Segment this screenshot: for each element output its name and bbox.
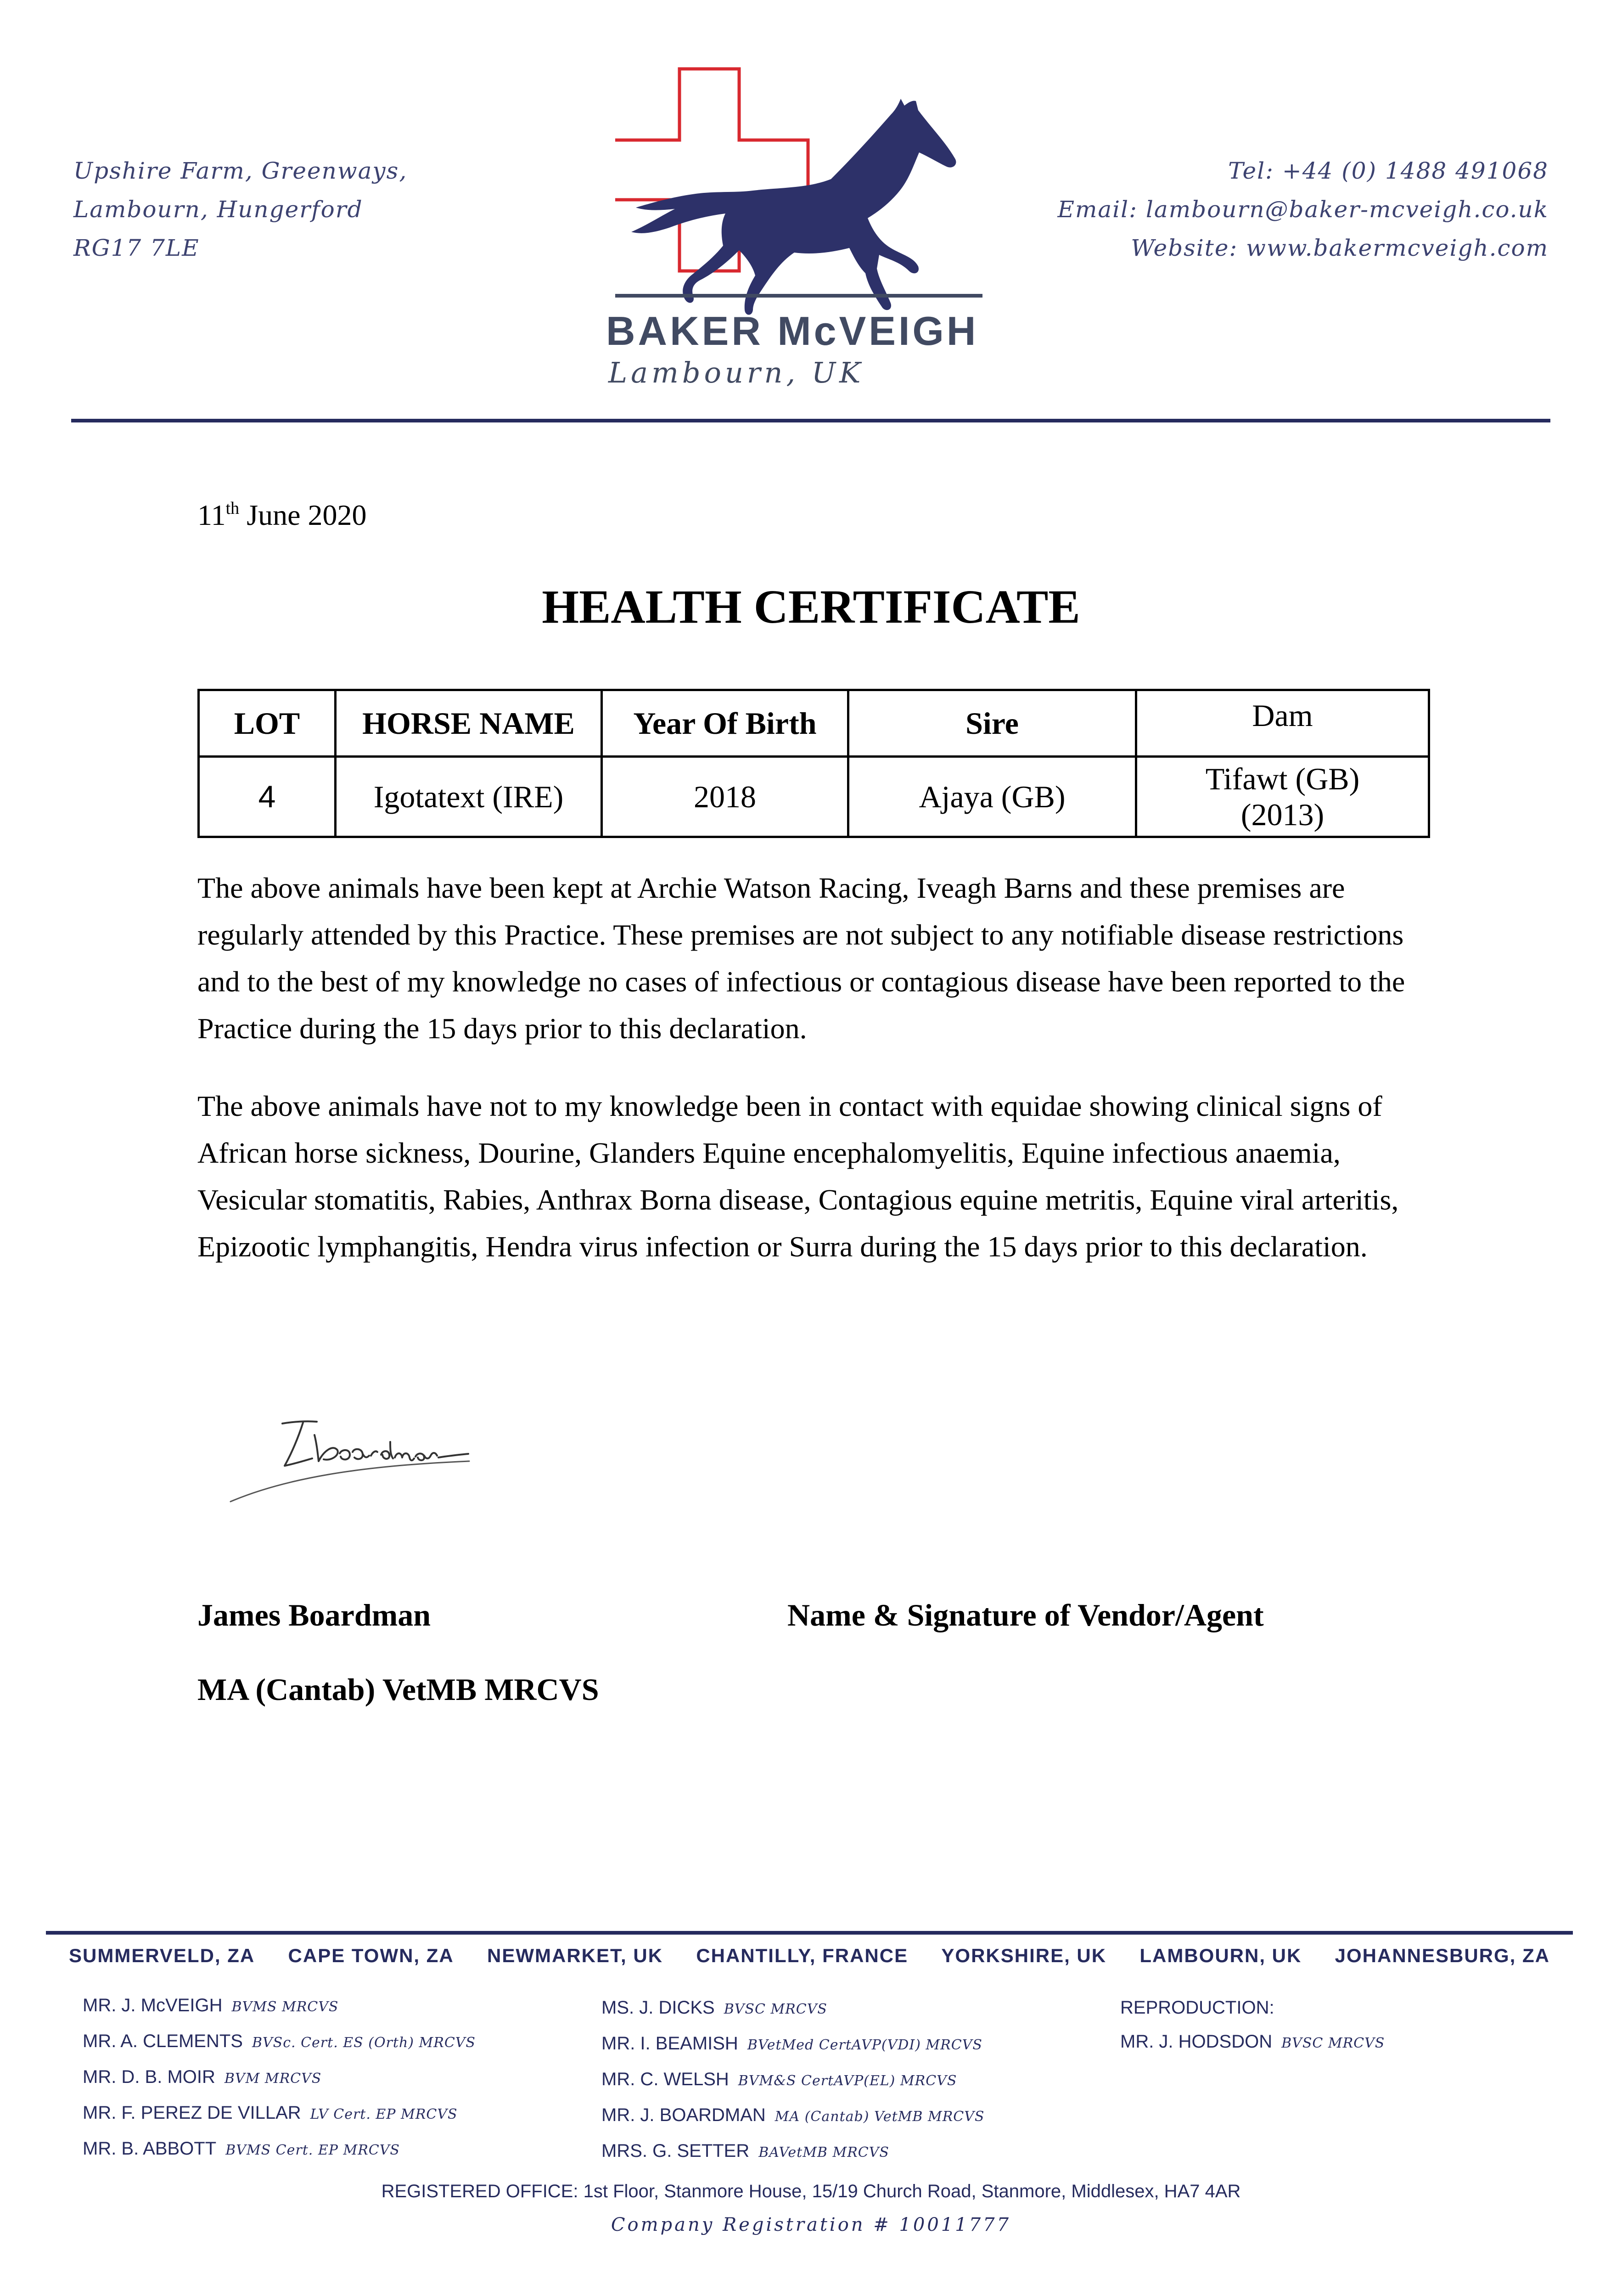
staff-qualification: BAVetMB MRCVS xyxy=(758,2144,889,2161)
registered-office: REGISTERED OFFICE: 1st Floor, Stanmore House, 15/19 Church Road, Stanmore, Middlesex, HA7 4AR xyxy=(381,2181,1241,2201)
contact-phone: Tel: +44 (0) 1488 491068 xyxy=(1228,158,1549,184)
disease-contact-declaration: The above animals have not to my knowledge been in contact with equidae showing clinical signs of African horse sickness, Dourine, Glanders Equine encephalomyelitis, Equine infectious anaemia, Vesicular stomatitis, Rabies, Anthrax Borna disease, Contagious equine metritis, Equine viral arteritis, Epizootic lymphangitis, Hendra virus infection or Surra during the 15 days prior to this declaration. xyxy=(197,1090,1399,1263)
vendor-signature-label: Name & Signature of Vendor/Agent xyxy=(787,1598,1264,1632)
address-line-3: RG17 7LE xyxy=(73,235,200,261)
staff-qualification: LV Cert. EP MRCVS xyxy=(310,2106,458,2122)
staff-qualification: BVMS MRCVS xyxy=(231,1999,339,2015)
staff-qualification: BVSC MRCVS xyxy=(724,2001,827,2017)
staff-qualification: BVetMed CertAVP(VDI) MRCVS xyxy=(747,2037,982,2053)
reproduction-label: REPRODUCTION: xyxy=(1120,1998,1274,2018)
dam-name: Tifawt (GB) xyxy=(1205,761,1360,796)
staff-qualification: BVSC MRCVS xyxy=(1281,2035,1385,2051)
staff-column-1 xyxy=(83,1988,476,2167)
page-title: HEALTH CERTIFICATE xyxy=(542,580,1080,633)
staff-entry xyxy=(601,1991,984,2026)
staff-entry xyxy=(601,2026,984,2062)
cell-year-of-birth: 2018 xyxy=(602,757,848,837)
premises-declaration: The above animals have been kept at Archie Watson Racing, Iveagh Barns and these premises are regularly attended by this Practice. These premises are not subject to any notifiable disease restrictions and to the best of my knowledge no cases of infectious or contagious disease have been reported to the Practice during the 15 days prior to this declaration. xyxy=(197,872,1405,1045)
staff-name: MR. B. ABBOTT xyxy=(83,2138,217,2159)
handwritten-signature xyxy=(230,1410,487,1511)
staff-entry xyxy=(83,2096,476,2132)
cell-dam xyxy=(1136,757,1429,837)
staff-name: MR. J. McVEIGH xyxy=(83,1995,223,2015)
staff-entry xyxy=(83,2060,476,2096)
staff-name: MR. D. B. MOIR xyxy=(83,2067,215,2087)
company-registration: Company Registration # 10011777 xyxy=(611,2214,1011,2235)
staff-entry xyxy=(83,1988,476,2024)
cell-lot: 4 xyxy=(199,757,336,837)
table-header-row xyxy=(199,690,1429,757)
header-dam: Dam xyxy=(1136,690,1429,757)
staff-column-3 xyxy=(1120,1991,1385,2060)
header-divider xyxy=(71,419,1550,422)
header-year-of-birth: Year Of Birth xyxy=(602,690,848,757)
staff-qualification: BVM MRCVS xyxy=(224,2071,322,2087)
location-cape-town: CAPE TOWN, ZA xyxy=(288,1945,454,1966)
staff-qualification: BVSc. Cert. ES (Orth) MRCVS xyxy=(252,2035,476,2051)
staff-name: MS. J. DICKS xyxy=(601,1998,715,2018)
staff-name: MRS. G. SETTER xyxy=(601,2141,750,2161)
brand-name: BAKER McVEIGH xyxy=(606,308,979,354)
staff-column-2 xyxy=(601,1991,984,2170)
certificate-date xyxy=(197,498,367,532)
signer-name: James Boardman xyxy=(197,1598,431,1632)
footer-divider xyxy=(46,1931,1573,1935)
staff-qualification: MA (Cantab) VetMB MRCVS xyxy=(775,2109,985,2125)
office-locations xyxy=(69,1945,1550,1967)
staff-entry xyxy=(83,2132,476,2167)
header-sire: Sire xyxy=(848,690,1136,757)
address-line-1: Upshire Farm, Greenways, xyxy=(73,158,408,184)
contact-website: Website: www.bakermcveigh.com xyxy=(1131,235,1549,261)
staff-entry xyxy=(601,2098,984,2134)
location-newmarket: NEWMARKET, UK xyxy=(487,1945,663,1966)
horse-details-table xyxy=(197,689,1430,838)
staff-entry xyxy=(83,2024,476,2060)
staff-qualification: BVM&S CertAVP(EL) MRCVS xyxy=(738,2073,957,2089)
cell-sire: Ajaya (GB) xyxy=(848,757,1136,837)
header-lot: LOT xyxy=(199,690,336,757)
signer-qualifications: MA (Cantab) VetMB MRCVS xyxy=(197,1672,599,1707)
staff-entry xyxy=(601,2134,984,2170)
location-summerveld: SUMMERVELD, ZA xyxy=(69,1945,255,1966)
location-lambourn: LAMBOURN, UK xyxy=(1139,1945,1302,1966)
practice-address xyxy=(73,152,407,267)
address-line-2: Lambourn, Hungerford xyxy=(73,196,363,223)
staff-entry xyxy=(1120,2025,1385,2060)
location-johannesburg: JOHANNESBURG, ZA xyxy=(1335,1945,1550,1966)
contact-email: Email: lambourn@baker-mcveigh.co.uk xyxy=(1057,196,1549,223)
cell-horse-name: Igotatext (IRE) xyxy=(336,757,602,837)
staff-entry xyxy=(601,2062,984,2098)
practice-contact xyxy=(1057,152,1549,267)
date-suffix: th xyxy=(225,499,240,518)
table-row xyxy=(199,757,1429,837)
staff-name: MR. J. BOARDMAN xyxy=(601,2105,766,2125)
staff-name: MR. F. PEREZ DE VILLAR xyxy=(83,2103,301,2123)
header-horse-name: HORSE NAME xyxy=(336,690,602,757)
date-day: 11 xyxy=(197,499,226,531)
staff-name: MR. J. HODSDON xyxy=(1120,2032,1273,2052)
staff-name: MR. I. BEAMISH xyxy=(601,2033,738,2054)
location-yorkshire: YORKSHIRE, UK xyxy=(941,1945,1107,1966)
dam-year: (2013) xyxy=(1240,797,1325,832)
brand-location: Lambourn, UK xyxy=(608,356,864,389)
staff-qualification: BVMS Cert. EP MRCVS xyxy=(225,2142,400,2158)
staff-name: MR. C. WELSH xyxy=(601,2069,729,2089)
staff-name: MR. A. CLEMENTS xyxy=(83,2031,243,2051)
date-month-year: June 2020 xyxy=(239,499,367,531)
location-chantilly: CHANTILLY, FRANCE xyxy=(696,1945,909,1966)
